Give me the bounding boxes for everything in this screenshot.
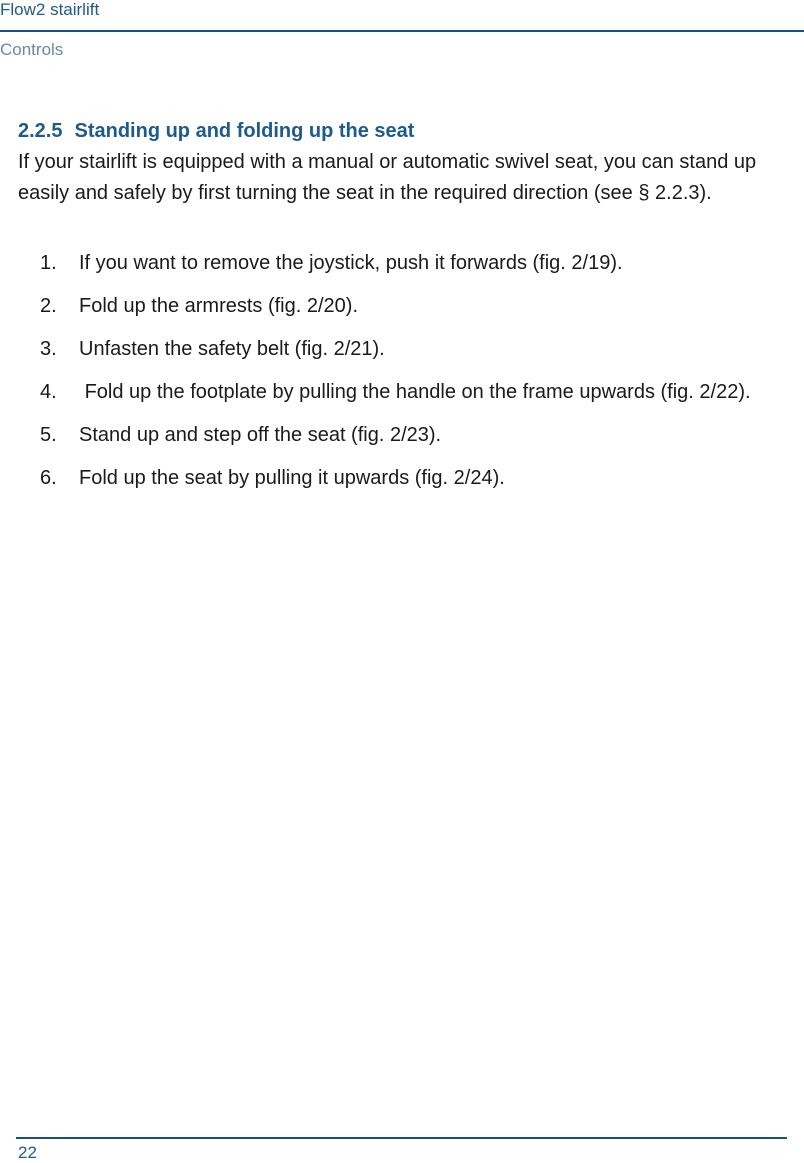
chapter-name: Controls [0, 40, 64, 59]
step-text: If you want to remove the joystick, push it forwards (fig. 2/19). [79, 252, 623, 274]
section-title: Standing up and folding up the seat [74, 120, 415, 142]
step-text: Stand up and step off the seat (fig. 2/23). [79, 424, 442, 446]
step-number: 6. [40, 467, 57, 489]
section-heading [18, 118, 414, 144]
step-item [18, 248, 788, 279]
intro-paragraph: If your stairlift is equipped with a manual or automatic swivel seat, you can stand up easily and safely by first turning the seat in the required direction (see § 2.2.3). [18, 151, 757, 204]
steps-list [18, 248, 788, 506]
step-number: 4. [40, 381, 57, 403]
step-text: Unfasten the safety belt (fig. 2/21). [79, 338, 385, 360]
step-number: 2. [40, 295, 57, 317]
step-item [18, 420, 788, 451]
step-number: 1. [40, 252, 57, 274]
document-title: Flow2 stairlift [0, 0, 100, 19]
step-item [18, 463, 788, 494]
step-item [18, 334, 788, 365]
step-text: Fold up the armrests (fig. 2/20). [79, 295, 359, 317]
header-divider [0, 30, 804, 32]
step-number: 3. [40, 338, 57, 360]
step-number: 5. [40, 424, 57, 446]
page-number: 22 [18, 1143, 37, 1162]
step-text: Fold up the footplate by pulling the handle on the frame upwards (fig. 2/22). [79, 381, 751, 403]
section-number: 2.2.5 [18, 120, 63, 142]
step-text: Fold up the seat by pulling it upwards (fig. 2/24). [79, 467, 505, 489]
footer-divider [16, 1137, 787, 1139]
step-item [18, 291, 788, 322]
step-item [18, 377, 788, 408]
